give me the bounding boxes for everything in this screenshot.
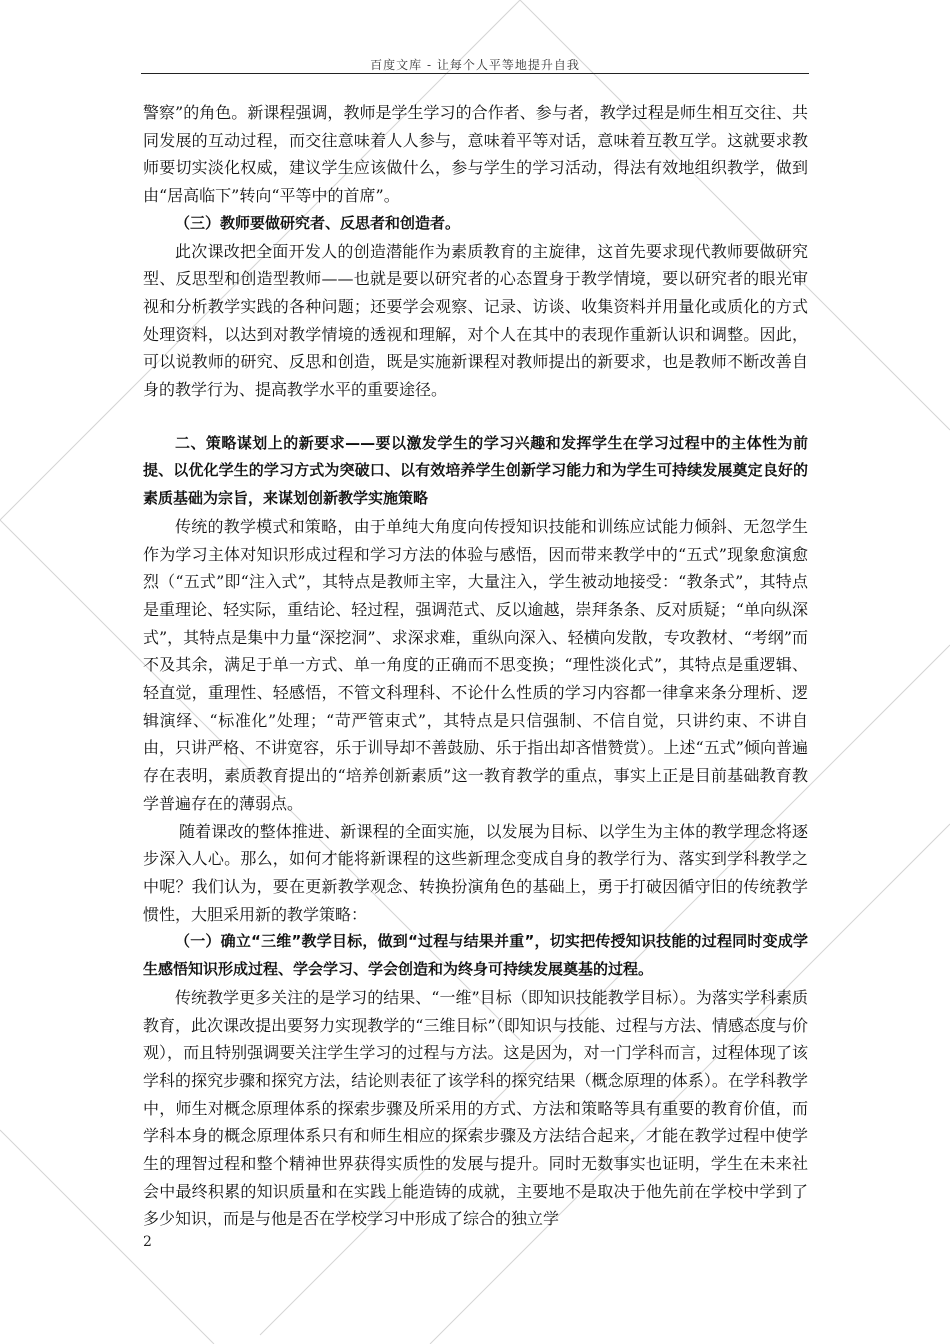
page-number: 2 bbox=[143, 1234, 152, 1250]
paragraph: 警察”的角色。新课程强调，教师是学生学习的合作者、参与者，教学过程是师生相互交往、共同发展的互动过程，而交往意味着人人参与，意味着平等对话，意味着互教互学。这就要求教师要切实淡化权威，建议学生应该做什么，参与学生的学习活动，得法有效地组织教学，做到由“居高临下”转向“平等中的首席”。 bbox=[143, 103, 808, 206]
section-heading: （一）确立“三维”教学目标，做到“过程与结果并重”，切实把传授知识技能的过程同时变成学生感悟知识形成过程、学会学习、学会创造和为终身可持续发展奠基的过程。 bbox=[143, 932, 808, 979]
blank-line bbox=[143, 404, 808, 430]
section-heading: （三）教师要做研究者、反思者和创造者。 bbox=[175, 213, 461, 232]
paragraph: 随着课改的整体推进、新课程的全面实施，以发展为目标、以学生为主体的教学理念将逐步深入人心。那么，如何才能将新课程的这些新理念变成自身的教学行为、落实到学科教学之中呢？我们认为，要在更新教学观念、转换扮演角色的基础上，勇于打破因循守旧的传统教学惯性，大胆采用新的教学策略： bbox=[143, 821, 808, 924]
header-divider bbox=[141, 73, 809, 74]
paragraph: 传统教学更多关注的是学习的结果、“一维”目标（即知识技能教学目标）。为落实学科素质教育，此次课改提出要努力实现教学的“三维目标”（即知识与技能、过程与方法、情感态度与价观），而且特别强调要关注学生学习的过程与方法。这是因为，对一门学科而言，过程体现了该学科的探究步骤和探究方法，结论则表征了该学科的探究结果（概念原理的体系）。在学科教学中，师生对概念原理体系的探索步骤及所采用的方式、方法和策略等具有重要的教育价值，而学科本身的概念原理体系只有和师生相应的探索步骤及方法结合起来，才能在教学过程中使学生的理智过程和整个精神世界获得实质性的发展与提升。同时无数事实也证明，学生在未来社会中最终积累的知识质量和在实践上能造铸的成就，主要地不是取决于他先前在学校中学到了多少知识，而是与他是否在学校学习中形成了综合的独立学 bbox=[143, 987, 808, 1229]
document-body bbox=[143, 99, 808, 1233]
page-header: 百度文库 - 让每个人平等地提升自我 bbox=[370, 58, 580, 72]
section-heading: 二、策略谋划上的新要求——要以激发学生的学习兴趣和发挥学生在学习过程中的主体性为前提、以优化学生的学习方式为突破口、以有效培养学生创新学习能力和为学生可持续发展奠定良好的素质基础为宗旨，来谋划创新教学实施策略 bbox=[143, 433, 808, 508]
paragraph: 此次课改把全面开发人的创造潜能作为素质教育的主旋律，这首先要求现代教师要做研究型、反思型和创造型教师——也就是要以研究者的心态置身于教学情境，要以研究者的眼光审视和分析教学实践的各种问题；还要学会观察、记录、访谈、收集资料并用量化或质化的方式处理资料，以达到对教学情境的透视和理解，对个人在其中的表现作重新认识和调整。因此，可以说教师的研究、反思和创造，既是实施新课程对教师提出的新要求，也是教师不断改善自身的教学行为、提高教学水平的重要途径。 bbox=[143, 241, 808, 400]
paragraph: 传统的教学模式和策略，由于单纯大角度向传授知识技能和训练应试能力倾斜、无忽学生作为学习主体对知识形成过程和学习方法的体验与感悟，因而带来教学中的“五式”现象愈演愈烈（“五式”即“注入式”，其特点是教师主宰，大量注入，学生被动地接受：“教条式”，其特点是重理论、轻实际，重结论、轻过程，强调范式、反以逾越，崇拜条条、反对质疑；“单向纵深式”，其特点是集中力量“深挖洞”、求深求难，重纵向深入、轻横向发散，专攻教材、“考纲”而不及其余，满足于单一方式、单一角度的正确而不思变换；“理性淡化式”，其特点是重逻辑、轻直觉，重理性、轻感悟，不管文科理科、不论什么性质的学习内容都一律拿来条分理析、逻辑演绎、“标准化”处理；“苛严管束式”，其特点是只信强制、不信自觉，只讲约束、不讲自由，只讲严格、不讲宽容，乐于训导却不善鼓励、乐于指出却吝惜赞赏）。上述“五式”倾向普遍存在表明，素质教育提出的“培养创新素质”这一教育教学的重点，事实上正是目前基础教育教学普遍存在的薄弱点。 bbox=[143, 516, 808, 813]
